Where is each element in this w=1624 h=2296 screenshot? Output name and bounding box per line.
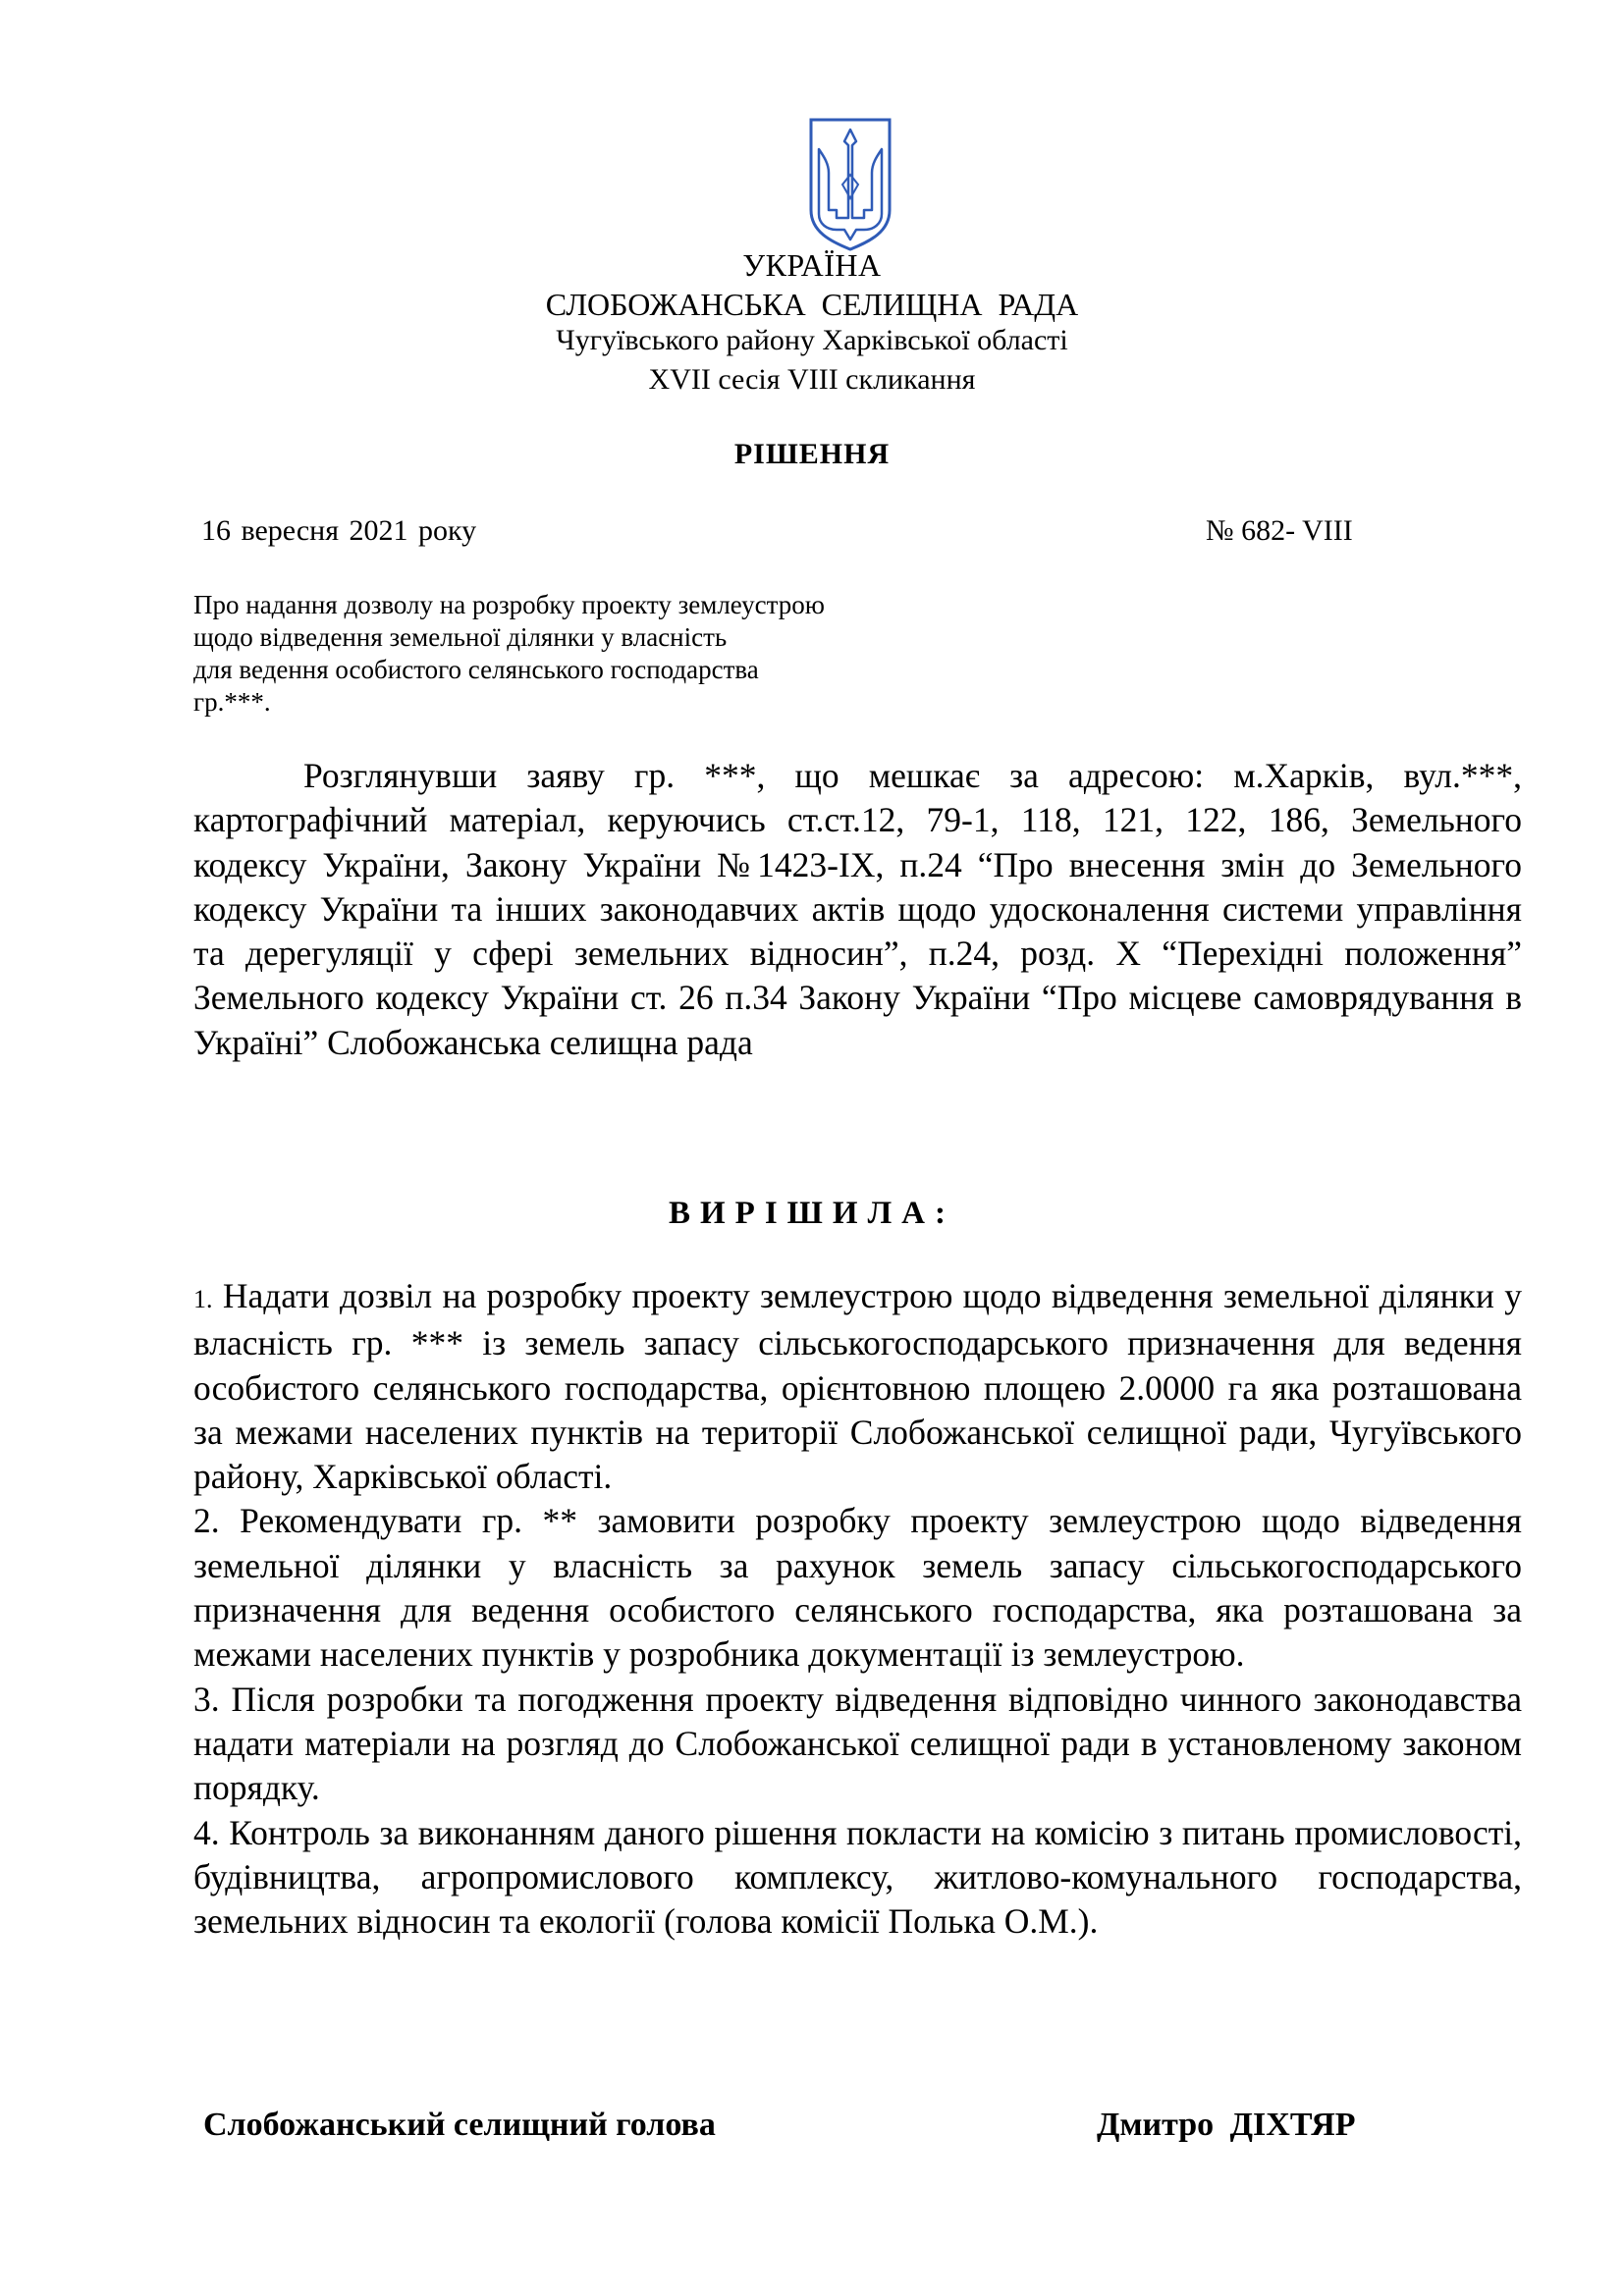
item-number: 4. — [193, 1812, 220, 1852]
decision-item — [193, 1811, 1522, 1945]
decision-date: 16 вересня 2021 року — [201, 514, 477, 547]
decision-item — [193, 1499, 1522, 1677]
item-number: 1. — [193, 1285, 213, 1313]
item-text: Після розробки та погодження проекту відведення відповідно чинного законодавства надати матеріали на розгляд до Слобожанської селищної ради в установленому законом порядку. — [193, 1679, 1522, 1808]
preamble-paragraph: Розглянувши заяву гр. ***, що мешкає за адресою: м.Харків, вул.***, картографічний матеріал, керуючись ст.ст.12, 79-1, 118, 121, 122, 186, Земельного кодексу України, Закону України №1423-IX, п.24 “Про внесення змін до Земельного кодексу України та інших законодавчих актів щодо удосконалення системи управління та дерегуляції у сфері земельних відносин”, п.24, розд. X “Перехідні положення” Земельного кодексу України ст. 26 п.34 Закону України “Про місцеве самоврядування в Україні” Слобожанська селищна рада — [193, 756, 1522, 1062]
country-heading: УКРАЇНА — [742, 247, 882, 283]
item-text: Надати дозвіл на розробку проекту землеустрою щодо відведення земельної ділянки у власність гр. *** із земель запасу сільськогосподарського призначення для ведення особистого селянського господарства, орієнтовною площею 2.0000 га яка розташована за межами населених пунктів на території Слобожанської селищної ради, Чугуївського району, Харківської області. — [193, 1276, 1522, 1497]
subject-line: гр.***. — [193, 687, 271, 717]
decision-number: № 682- VIII — [1206, 514, 1353, 547]
council-heading: СЛОБОЖАНСЬКА СЕЛИЩНА РАДА — [545, 287, 1079, 322]
document-title: РІШЕННЯ — [733, 438, 891, 470]
decision-item — [193, 1678, 1522, 1811]
signatory-position: Слобожанський селищний голова — [203, 2107, 716, 2143]
signatory-name: Дмитро ДІХТЯР — [1097, 2107, 1356, 2143]
district-heading: Чугуївського району Харківської області — [556, 324, 1068, 356]
decision-item — [193, 1274, 1522, 1499]
decision-subject — [193, 589, 940, 719]
session-heading: XVII сесія VIII скликання — [648, 363, 976, 396]
item-text: Рекомендувати гр. ** замовити розробку проекту землеустрою щодо відведення земельної ділянки у власність за рахунок земель запасу сільськогосподарського призначення для ведення особистого селянського господарства, яка розташована за межами населених пунктів у розробника документації із землеустрою. — [193, 1501, 1522, 1675]
subject-line: щодо відведення земельної ділянки у власність — [193, 622, 728, 652]
trident-coat-of-arms-icon — [807, 116, 893, 253]
decision-items — [193, 1274, 1522, 1944]
decided-heading: ВИРІШИЛА: — [669, 1196, 955, 1231]
subject-line: Про надання дозволу на розробку проекту землеустрою — [193, 590, 825, 619]
subject-line: для ведення особистого селянського господарства — [193, 655, 759, 684]
item-number: 2. — [193, 1501, 220, 1541]
item-number: 3. — [193, 1679, 220, 1719]
item-text: Контроль за виконанням даного рішення покласти на комісію з питань промисловості, будівництва, агропромислового комплексу, житлово-комунального господарства, земельних відносин та екології (голова комісії Полька О.М.). — [193, 1812, 1523, 1942]
